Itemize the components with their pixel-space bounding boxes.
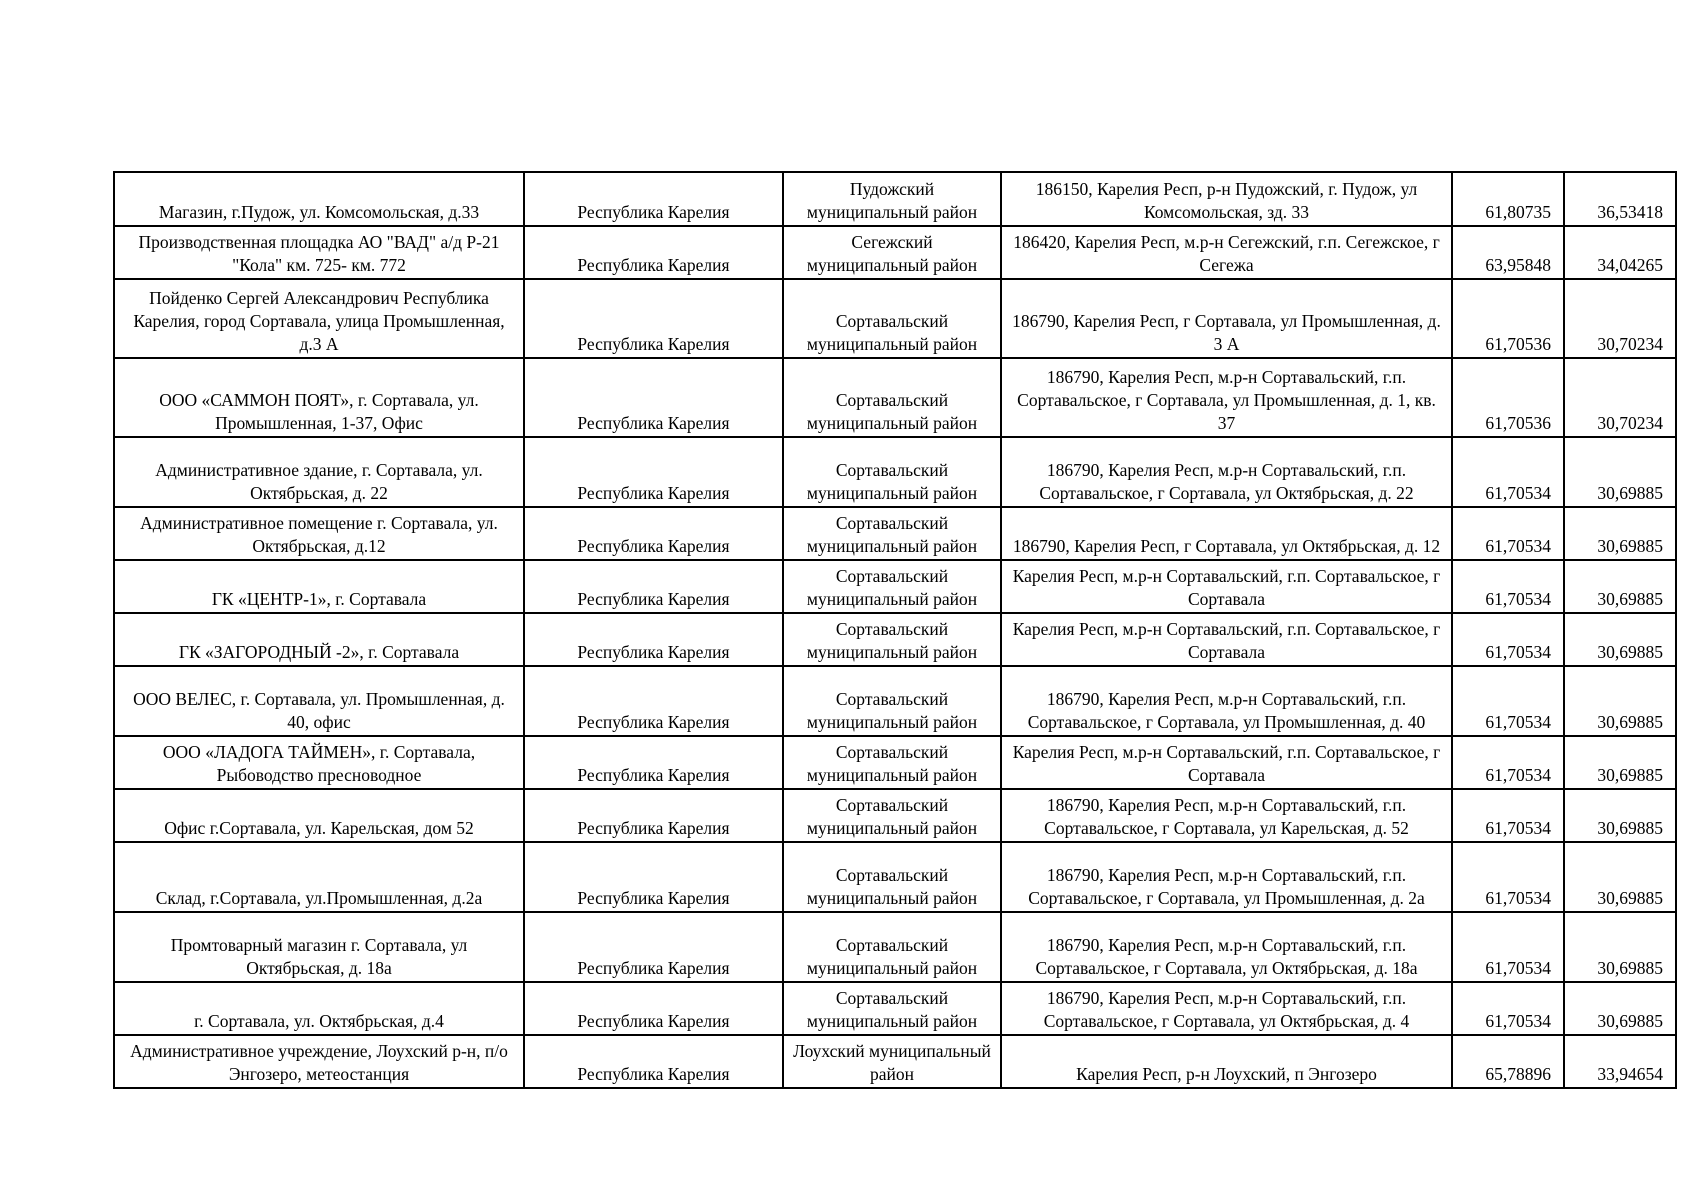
object-name-cell: Промтоварный магазин г. Сортавала, ул Октябрьская, д. 18а — [114, 912, 524, 982]
object-name-cell: Административное помещение г. Сортавала, ул. Октябрьская, д.12 — [114, 507, 524, 560]
latitude-cell: 61,70534 — [1452, 666, 1564, 736]
latitude-cell: 61,70536 — [1452, 358, 1564, 437]
longitude-cell: 30,70234 — [1564, 358, 1676, 437]
region-cell: Республика Карелия — [524, 789, 783, 842]
latitude-cell: 61,70534 — [1452, 736, 1564, 789]
district-cell: Сортавальский муниципальный район — [783, 842, 1001, 912]
object-name-cell: Офис г.Сортавала, ул. Карельская, дом 52 — [114, 789, 524, 842]
table-row — [114, 358, 1676, 437]
table-row — [114, 507, 1676, 560]
object-name-cell: ООО ВЕЛЕС, г. Сортавала, ул. Промышленная, д. 40, офис — [114, 666, 524, 736]
address-cell: 186790, Карелия Респ, м.р-н Сортавальский, г.п. Сортавальское, г Сортавала, ул Промышленная, д. 40 — [1001, 666, 1452, 736]
table-row — [114, 842, 1676, 912]
region-cell: Республика Карелия — [524, 279, 783, 358]
latitude-cell: 61,70534 — [1452, 789, 1564, 842]
address-cell: 186790, Карелия Респ, м.р-н Сортавальский, г.п. Сортавальское, г Сортавала, ул Октябрьская, д. 18а — [1001, 912, 1452, 982]
longitude-cell: 30,69885 — [1564, 912, 1676, 982]
longitude-cell: 30,69885 — [1564, 982, 1676, 1035]
longitude-cell: 30,69885 — [1564, 736, 1676, 789]
district-cell: Сегежский муниципальный район — [783, 226, 1001, 279]
district-cell: Лоухский муниципальный район — [783, 1035, 1001, 1088]
table-row — [114, 437, 1676, 507]
region-cell: Республика Карелия — [524, 842, 783, 912]
address-cell: 186790, Карелия Респ, г Сортавала, ул Октябрьская, д. 12 — [1001, 507, 1452, 560]
district-cell: Сортавальский муниципальный район — [783, 507, 1001, 560]
district-cell: Пудожский муниципальный район — [783, 172, 1001, 226]
address-cell: 186790, Карелия Респ, г Сортавала, ул Промышленная, д. 3 А — [1001, 279, 1452, 358]
address-cell: Карелия Респ, р-н Лоухский, п Энгозеро — [1001, 1035, 1452, 1088]
address-cell: 186790, Карелия Респ, м.р-н Сортавальский, г.п. Сортавальское, г Сортавала, ул Промышленная, д. 2а — [1001, 842, 1452, 912]
longitude-cell: 30,69885 — [1564, 842, 1676, 912]
region-cell: Республика Карелия — [524, 507, 783, 560]
latitude-cell: 61,80735 — [1452, 172, 1564, 226]
latitude-cell: 61,70534 — [1452, 507, 1564, 560]
region-cell: Республика Карелия — [524, 736, 783, 789]
objects-table — [113, 171, 1677, 1089]
district-cell: Сортавальский муниципальный район — [783, 982, 1001, 1035]
longitude-cell: 30,69885 — [1564, 666, 1676, 736]
longitude-cell: 30,69885 — [1564, 789, 1676, 842]
district-cell: Сортавальский муниципальный район — [783, 279, 1001, 358]
latitude-cell: 61,70534 — [1452, 613, 1564, 666]
latitude-cell: 65,78896 — [1452, 1035, 1564, 1088]
region-cell: Республика Карелия — [524, 172, 783, 226]
address-cell: Карелия Респ, м.р-н Сортавальский, г.п. Сортавальское, г Сортавала — [1001, 560, 1452, 613]
address-cell: Карелия Респ, м.р-н Сортавальский, г.п. Сортавальское, г Сортавала — [1001, 613, 1452, 666]
table-row — [114, 613, 1676, 666]
region-cell: Республика Карелия — [524, 226, 783, 279]
table-row — [114, 666, 1676, 736]
address-cell: 186150, Карелия Респ, р-н Пудожский, г. Пудож, ул Комсомольская, зд. 33 — [1001, 172, 1452, 226]
district-cell: Сортавальский муниципальный район — [783, 560, 1001, 613]
object-name-cell: Административное учреждение, Лоухский р-н, п/о Энгозеро, метеостанция — [114, 1035, 524, 1088]
longitude-cell: 30,69885 — [1564, 437, 1676, 507]
object-name-cell: Административное здание, г. Сортавала, ул. Октябрьская, д. 22 — [114, 437, 524, 507]
object-name-cell: г. Сортавала, ул. Октябрьская, д.4 — [114, 982, 524, 1035]
address-cell: 186790, Карелия Респ, м.р-н Сортавальский, г.п. Сортавальское, г Сортавала, ул Карельская, д. 52 — [1001, 789, 1452, 842]
latitude-cell: 61,70534 — [1452, 842, 1564, 912]
address-cell: 186790, Карелия Респ, м.р-н Сортавальский, г.п. Сортавальское, г Сортавала, ул Промышленная, д. 1, кв. 37 — [1001, 358, 1452, 437]
table-row — [114, 982, 1676, 1035]
latitude-cell: 61,70534 — [1452, 437, 1564, 507]
region-cell: Республика Карелия — [524, 560, 783, 613]
latitude-cell: 61,70534 — [1452, 912, 1564, 982]
longitude-cell: 34,04265 — [1564, 226, 1676, 279]
object-name-cell: Пойденко Сергей Александрович Республика Карелия, город Сортавала, улица Промышленная, д.3 А — [114, 279, 524, 358]
table-row — [114, 226, 1676, 279]
latitude-cell: 61,70534 — [1452, 560, 1564, 613]
district-cell: Сортавальский муниципальный район — [783, 912, 1001, 982]
district-cell: Сортавальский муниципальный район — [783, 736, 1001, 789]
region-cell: Республика Карелия — [524, 437, 783, 507]
table-row — [114, 912, 1676, 982]
object-name-cell: Производственная площадка АО "ВАД" а/д Р-21 "Кола" км. 725- км. 772 — [114, 226, 524, 279]
region-cell: Республика Карелия — [524, 358, 783, 437]
address-cell: 186420, Карелия Респ, м.р-н Сегежский, г.п. Сегежское, г Сегежа — [1001, 226, 1452, 279]
longitude-cell: 30,69885 — [1564, 613, 1676, 666]
latitude-cell: 61,70536 — [1452, 279, 1564, 358]
district-cell: Сортавальский муниципальный район — [783, 613, 1001, 666]
region-cell: Республика Карелия — [524, 982, 783, 1035]
longitude-cell: 36,53418 — [1564, 172, 1676, 226]
table-row — [114, 172, 1676, 226]
object-name-cell: Склад, г.Сортавала, ул.Промышленная, д.2а — [114, 842, 524, 912]
table-row — [114, 560, 1676, 613]
table-row — [114, 279, 1676, 358]
district-cell: Сортавальский муниципальный район — [783, 358, 1001, 437]
longitude-cell: 30,69885 — [1564, 560, 1676, 613]
table-row — [114, 1035, 1676, 1088]
district-cell: Сортавальский муниципальный район — [783, 437, 1001, 507]
district-cell: Сортавальский муниципальный район — [783, 666, 1001, 736]
address-cell: 186790, Карелия Респ, м.р-н Сортавальский, г.п. Сортавальское, г Сортавала, ул Октябрьская, д. 22 — [1001, 437, 1452, 507]
region-cell: Республика Карелия — [524, 912, 783, 982]
longitude-cell: 33,94654 — [1564, 1035, 1676, 1088]
object-name-cell: ООО «ЛАДОГА ТАЙМЕН», г. Сортавала, Рыбоводство пресноводное — [114, 736, 524, 789]
address-cell: 186790, Карелия Респ, м.р-н Сортавальский, г.п. Сортавальское, г Сортавала, ул Октябрьская, д. 4 — [1001, 982, 1452, 1035]
table-row — [114, 789, 1676, 842]
object-name-cell: Магазин, г.Пудож, ул. Комсомольская, д.33 — [114, 172, 524, 226]
document-page — [113, 171, 1677, 1089]
address-cell: Карелия Респ, м.р-н Сортавальский, г.п. Сортавальское, г Сортавала — [1001, 736, 1452, 789]
latitude-cell: 61,70534 — [1452, 982, 1564, 1035]
longitude-cell: 30,70234 — [1564, 279, 1676, 358]
longitude-cell: 30,69885 — [1564, 507, 1676, 560]
region-cell: Республика Карелия — [524, 1035, 783, 1088]
region-cell: Республика Карелия — [524, 613, 783, 666]
table-row — [114, 736, 1676, 789]
region-cell: Республика Карелия — [524, 666, 783, 736]
table-body — [114, 172, 1676, 1088]
district-cell: Сортавальский муниципальный район — [783, 789, 1001, 842]
object-name-cell: ООО «САММОН ПОЯТ», г. Сортавала, ул. Промышленная, 1-37, Офис — [114, 358, 524, 437]
object-name-cell: ГК «ЦЕНТР-1», г. Сортавала — [114, 560, 524, 613]
latitude-cell: 63,95848 — [1452, 226, 1564, 279]
object-name-cell: ГК «ЗАГОРОДНЫЙ -2», г. Сортавала — [114, 613, 524, 666]
